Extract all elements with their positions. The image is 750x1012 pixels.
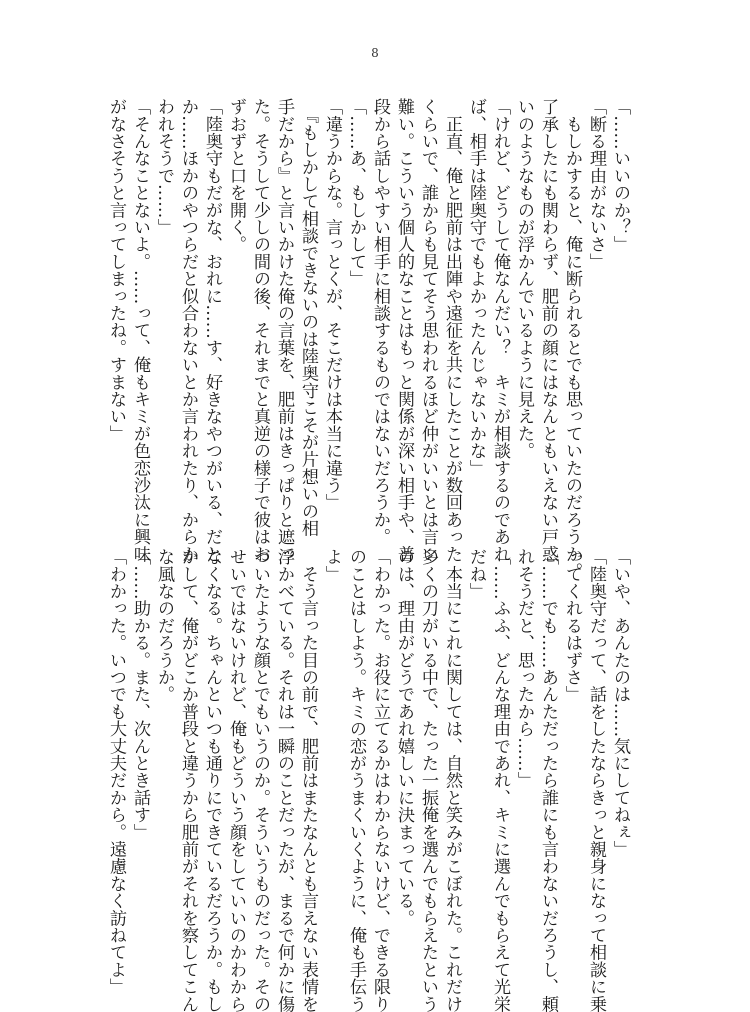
text-line: のことはしよう。キミの恋がうまくいくように、俺も手伝う	[346, 548, 366, 1012]
text-line: かして、俺がどこか普段と違うから肥前がそれを察してこん	[178, 548, 198, 1012]
text-line: 正直、俺と肥前は出陣や遠征を共にしたことが数回あった	[442, 98, 462, 563]
text-line: 浮かべている。それは一瞬のことだったが、まるで何かに傷	[274, 548, 294, 1012]
text-line: な風なのだろうか。	[154, 548, 174, 703]
text-line: れそうだと、思ったから……」	[514, 548, 534, 789]
text-line: 「違うからな。言っとくが、そこだけは本当に違う」	[322, 98, 342, 511]
text-line: か……ほかのやつらだと似合わないとか言われたり、からか	[178, 98, 198, 563]
text-line: くらいで、誰からも見てそう思われるほど仲がいいとは言い	[418, 98, 438, 563]
text-line: 難い。こういう個人的なことはもっと関係が深い相手や、普	[394, 98, 414, 563]
text-line: せいではないけれど、俺もどういう顔をしていいのかわから	[226, 548, 246, 1012]
text-line: 本当にこれに関しては、自然と笑みがこぼれた。これだけ	[442, 548, 462, 1012]
text-line: 「……いいのか？」	[610, 98, 630, 253]
text-line: いのようなものが浮かんでいるように見えた。	[514, 98, 534, 460]
text-line: 多くの刀がいる中で、たった一振俺を選んでもらえたという	[418, 548, 438, 1012]
text-line: 「……ふふ、どんな理由であれ、キミに選んでもらえて光栄	[490, 548, 510, 1012]
text-line: ついたような顔とでもいうのか。そういうものだった。その	[250, 548, 270, 1012]
text-line: よ」	[322, 548, 342, 583]
text-line: ずおずと口を開く。	[226, 98, 246, 253]
text-line: 「そんなことないよ。……って、俺もキミが色恋沙汰に興味	[130, 98, 150, 563]
text-line: 段から話しやすい相手に相談するものではないだろうか。	[370, 98, 390, 546]
text-line: た。そうして少しの間の後、それまでと真逆の様子で彼はお	[250, 98, 270, 563]
text-line: 「いや、あんたのは……気にしてねぇ」	[610, 548, 630, 858]
text-line: 「わかった。いつでも大丈夫だから。遠慮なく訪ねてよ」	[106, 548, 126, 996]
text-line: 「……助かる。また、次んとき話す」	[130, 548, 150, 841]
text-line: 「けれど、どうして俺なんだい？ キミが相談するのであれ	[490, 98, 510, 563]
text-line: のは、理由がどうであれ嬉しいに決まっている。	[394, 548, 414, 927]
text-line: 「……でも……あんただったら誰にも言わないだろうし、頼	[538, 548, 558, 1012]
text-line: もしかすると、俺に断られるとでも思っていたのだろうか。	[562, 98, 582, 580]
text-line: 「……あ、もしかして」	[346, 98, 366, 288]
text-line: 了承したにも関わらず、肥前の顔にはなんともいえない戸惑	[538, 98, 558, 563]
text-line: われそうで……」	[154, 98, 174, 236]
text-line: 手だから』と言いかけた俺の言葉を、肥前はきっぱりと遮っ	[274, 98, 294, 563]
text-line: そう言った目の前で、肥前はまたなんとも言えない表情を	[298, 548, 318, 1012]
text-line: だね」	[466, 548, 486, 600]
text-line: ば、相手は陸奥守でもよかったんじゃないかな」	[466, 98, 486, 477]
text-line: 「陸奥守もだがな、おれに……す、好きなやつがいる、だと	[202, 98, 222, 563]
text-line: 『もしかして相談できないのは陸奥守こそが片想いの相	[298, 98, 318, 537]
text-line: 「わかった。お役に立てるかはわからないけど、できる限り	[370, 548, 390, 1012]
page-number: 8	[371, 46, 379, 60]
text-line: 「断る理由がないさ」	[586, 98, 606, 270]
text-block-lower	[106, 548, 632, 1012]
text-line: ってくれるはずさ」	[562, 548, 582, 703]
text-line: 「陸奥守だって、話をしたならきっと親身になって相談に乗	[586, 548, 606, 1012]
text-line: がなさそうと言ってしまったね。すまない」	[106, 98, 126, 442]
text-line: なくなる。ちゃんといつも通りにできているだろうか。もし	[202, 548, 222, 1012]
